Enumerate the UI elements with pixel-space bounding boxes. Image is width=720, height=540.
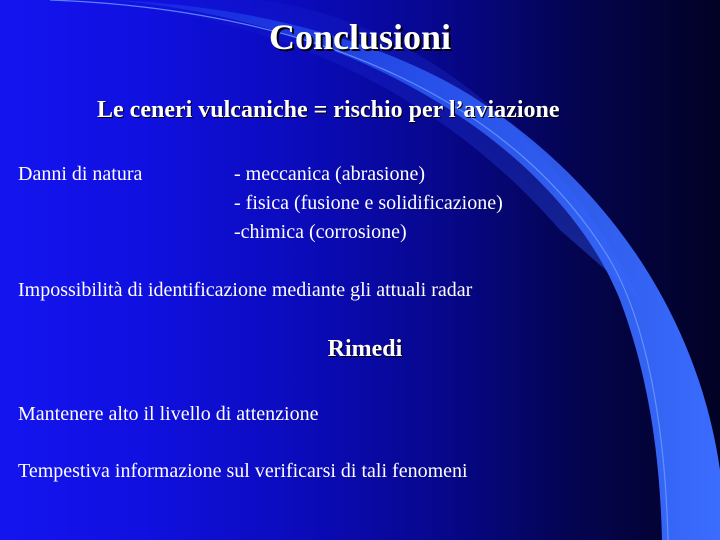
radar-statement: Impossibilità di identificazione mediante gli attuali radar — [18, 279, 473, 301]
slide-title: Conclusioni — [268, 17, 452, 57]
rimedi-item-informazione: Tempestiva informazione sul verificarsi di tali fenomeni — [18, 460, 468, 482]
rimedi-item-attenzione: Mantenere alto il livello di attenzione — [18, 403, 319, 425]
danni-item-fisica: - fisica (fusione e solidificazione) — [234, 192, 503, 214]
swoosh-shape — [110, 0, 720, 540]
swoosh-highlight-line — [50, 0, 668, 540]
danni-item-chimica: -chimica (corrosione) — [234, 221, 407, 243]
danni-label: Danni di natura — [18, 163, 143, 185]
rimedi-heading: Rimedi — [327, 336, 403, 362]
slide-subtitle: Le ceneri vulcaniche = rischio per l’aviazione — [97, 97, 560, 123]
danni-item-meccanica: - meccanica (abrasione) — [234, 163, 425, 185]
